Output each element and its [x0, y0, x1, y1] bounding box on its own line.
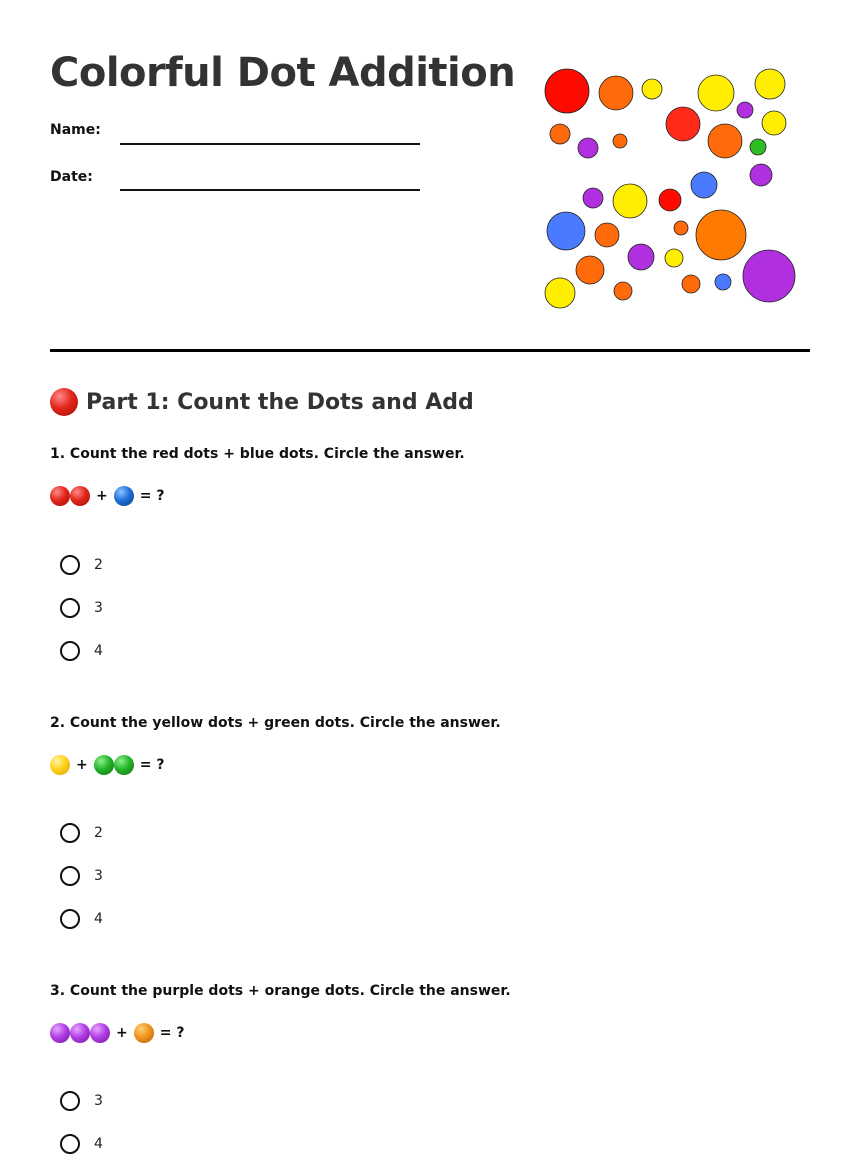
plus-sign: +	[116, 1025, 128, 1041]
option-label: 4	[94, 911, 103, 927]
radio-circle[interactable]	[60, 1134, 80, 1154]
colorful-dots-illustration	[540, 62, 800, 312]
question-1-option-2[interactable]	[60, 598, 103, 618]
purple-dot-icon	[70, 1023, 90, 1043]
question-2-option-1[interactable]	[60, 823, 103, 843]
part1-title: Part 1: Count the Dots and Add	[86, 389, 474, 415]
option-label: 4	[94, 1136, 103, 1152]
question-3-text: 3. Count the purple dots + orange dots. Circle the answer.	[50, 983, 511, 999]
purple-dots-group	[50, 1023, 110, 1043]
red-dot-icon	[50, 486, 70, 506]
option-label: 2	[94, 557, 103, 573]
date-label: Date:	[50, 169, 93, 185]
red-dot-icon	[70, 486, 90, 506]
question-1-equation	[50, 485, 164, 507]
plus-sign: +	[76, 757, 88, 773]
equals-question: = ?	[159, 1025, 185, 1041]
question-1-option-1[interactable]	[60, 555, 103, 575]
question-3-equation	[50, 1022, 184, 1044]
green-dots-group	[94, 755, 134, 775]
green-dot-icon	[114, 755, 134, 775]
plus-sign: +	[96, 488, 108, 504]
question-3-option-1[interactable]	[60, 1091, 103, 1111]
red-dots-group	[50, 486, 90, 506]
section-divider	[50, 349, 810, 352]
option-label: 4	[94, 643, 103, 659]
radio-circle[interactable]	[60, 823, 80, 843]
radio-circle[interactable]	[60, 598, 80, 618]
purple-dot-icon	[90, 1023, 110, 1043]
blue-dot-icon	[114, 486, 134, 506]
question-2-option-2[interactable]	[60, 866, 103, 886]
radio-circle[interactable]	[60, 641, 80, 661]
orange-dot-icon	[134, 1023, 154, 1043]
question-2-text: 2. Count the yellow dots + green dots. Circle the answer.	[50, 715, 501, 731]
option-label: 3	[94, 600, 103, 616]
radio-circle[interactable]	[60, 1091, 80, 1111]
question-2-equation	[50, 754, 164, 776]
green-dot-icon	[94, 755, 114, 775]
red-ball-icon	[50, 388, 78, 416]
name-label: Name:	[50, 122, 101, 138]
equals-question: = ?	[139, 757, 165, 773]
question-2-option-3[interactable]	[60, 909, 103, 929]
yellow-dots-group	[50, 755, 70, 775]
radio-circle[interactable]	[60, 909, 80, 929]
question-1-text: 1. Count the red dots + blue dots. Circle the answer.	[50, 446, 465, 462]
name-field[interactable]	[120, 143, 420, 145]
part1-heading	[50, 388, 474, 416]
date-field[interactable]	[120, 189, 420, 191]
orange-dots-group	[134, 1023, 154, 1043]
radio-circle[interactable]	[60, 555, 80, 575]
page-title: Colorful Dot Addition	[50, 50, 516, 96]
option-label: 3	[94, 868, 103, 884]
option-label: 2	[94, 825, 103, 841]
question-1-option-3[interactable]	[60, 641, 103, 661]
equals-question: = ?	[139, 488, 165, 504]
radio-circle[interactable]	[60, 866, 80, 886]
purple-dot-icon	[50, 1023, 70, 1043]
blue-dots-group	[114, 486, 134, 506]
option-label: 3	[94, 1093, 103, 1109]
question-3-option-2[interactable]	[60, 1134, 103, 1154]
yellow-dot-icon	[50, 755, 70, 775]
